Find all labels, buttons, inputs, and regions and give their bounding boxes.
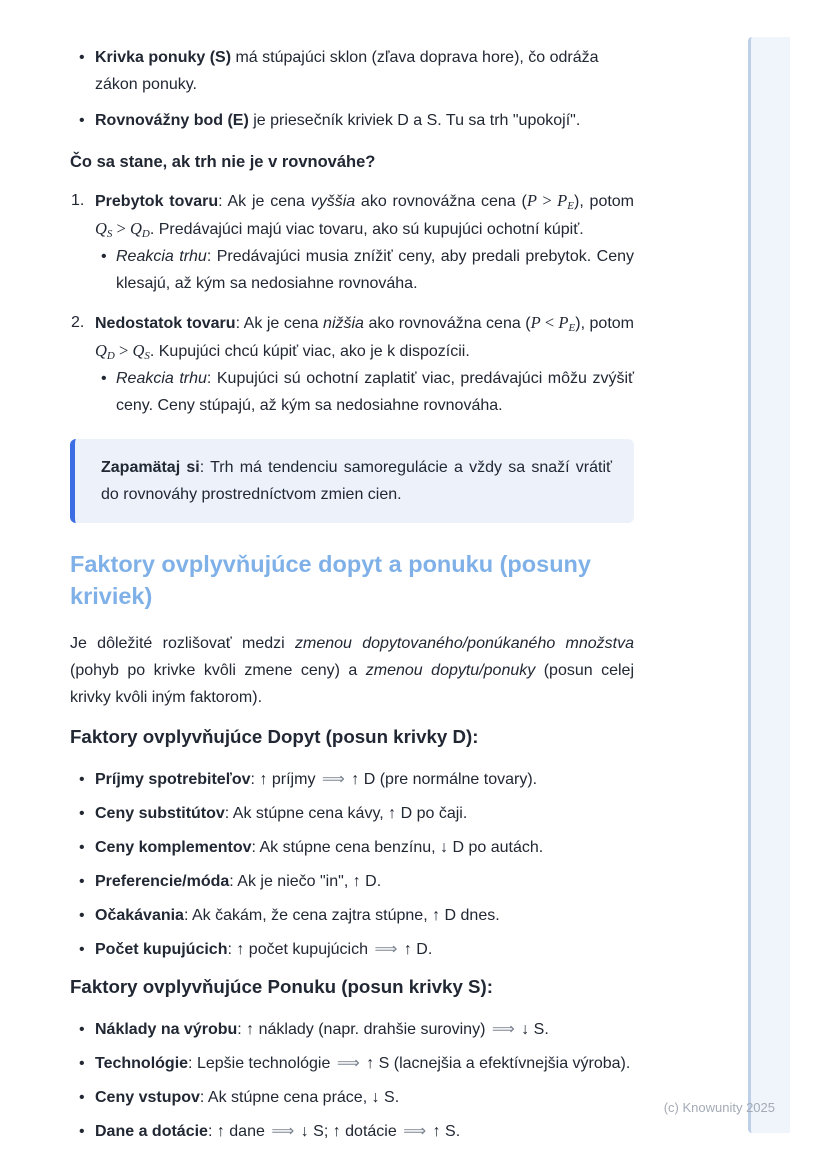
math-symbol: $Q_S$ [132,341,150,362]
italic-segment: nižšia [323,315,364,332]
page-edge-strip [748,37,790,1133]
italic-segment: zmenou dopytovaného/ponúkaného množstva [294,635,634,652]
list-item [70,107,634,134]
supply-factors-list [70,1016,634,1145]
question-heading: Čo sa stane, ak trh nie je v rovnováhe? [70,153,376,171]
callout-bold-term: Zapamätaj si [101,459,200,476]
implies-arrow-icon: ⟹ [336,1055,360,1072]
italic-term: Reakcia trhu [116,370,207,387]
demand-factors-list [70,766,634,963]
factor-text: : Ak stúpne cena benzínu, ↓ D po autách. [251,839,544,856]
list-item [70,936,634,963]
bold-term: Nedostatok tovaru [95,315,236,332]
implies-arrow-icon: ⟹ [321,771,345,788]
math-operator: > [536,191,558,210]
implies-arrow-icon: ⟹ [271,1123,295,1140]
math-symbol: P [530,313,541,332]
factor-text: : ↑ príjmy ⟹ ↑ D (pre normálne tovary). [250,771,538,788]
bold-term: Ceny vstupov [95,1089,200,1106]
sub-bullet-list [95,243,634,297]
bold-term: Ceny substitútov [95,805,225,822]
text-segment: : Predávajúci musia znížiť ceny, aby predali prebytok. Ceny klesajú, až kým sa nedosiahne rovnováha. [116,248,635,292]
text-segment: (pohyb po krivke kvôli zmene ceny) a [70,662,366,679]
list-item [70,1016,634,1043]
list-item [70,902,634,929]
bold-term: Dane a dotácie [95,1123,208,1140]
list-item [70,1118,634,1145]
italic-term: Reakcia trhu [116,248,207,265]
bold-term: Krivka ponuky (S) [95,49,232,66]
lead-paragraph [70,630,634,711]
watermark: (c) Knowunity 2025 [663,1100,775,1115]
math-symbol: P [526,191,537,210]
bold-term: Ceny komplementov [95,839,252,856]
bold-term: Rovnovážny bod (E) [95,112,249,129]
bold-term: Technológie [95,1055,189,1072]
numbered-list [70,187,634,419]
supply-factors-heading: Faktory ovplyvňujúce Ponuku (posun krivky S): [70,976,493,997]
list-item [70,800,634,827]
text-segment: ako rovnovážna cena ( [355,193,527,210]
text-segment: : Ak je cena [218,193,311,210]
term-definition: je priesečník kriviek D a S. Tu sa trh "upokojí". [248,112,581,129]
factor-text: : Ak je niečo "in", ↑ D. [229,873,382,890]
demand-factors-heading: Faktory ovplyvňujúce Dopyt (posun krivky D): [70,726,479,747]
factor-text: : Lepšie technológie ⟹ ↑ S (lacnejšia a efektívnejšia výroba). [188,1055,631,1072]
document-content [70,30,634,1152]
text-segment: : Ak je cena [235,315,324,332]
bold-term: Náklady na výrobu [95,1021,238,1038]
list-item [95,243,634,297]
list-item [70,868,634,895]
bold-term: Preferencie/móda [95,873,230,890]
list-item [70,44,634,98]
implies-arrow-icon: ⟹ [491,1021,515,1038]
text-segment: : Kupujúci sú ochotní zaplatiť viac, predávajúci môžu zvýšiť ceny. Ceny stúpajú, až kým sa nedosiahne rovnováha. [116,370,634,414]
math-symbol: $Q_D$ [129,219,150,240]
factor-text: : Ak čakám, že cena zajtra stúpne, ↑ D dnes. [183,907,500,924]
section-heading: Faktory ovplyvňujúce dopyt a ponuku (posuny kriviek) [70,551,591,609]
factor-text: : ↑ počet kupujúcich ⟹ ↑ D. [227,941,433,958]
math-symbol: $P_E$ [557,191,574,212]
bold-term: Prebytok tovaru [95,193,219,210]
sub-bullet-list [95,365,634,419]
list-item [70,1084,634,1111]
factor-text: : Ak stúpne cena kávy, ↑ D po čaji. [224,805,468,822]
callout-note [70,439,634,523]
math-symbol: $P_E$ [558,313,576,334]
list-item [70,834,634,861]
math-operator: > [112,219,130,238]
list-item [70,1050,634,1077]
list-item [70,309,634,419]
intro-bullet-list [70,44,634,134]
implies-arrow-icon: ⟹ [374,941,398,958]
text-segment: ), potom [573,193,635,210]
factor-text: : ↑ náklady (napr. drahšie suroviny) ⟹ ↓ S. [237,1021,549,1038]
math-symbol: $Q_D$ [95,341,115,362]
italic-segment: zmenou dopytu/ponuky [365,662,536,679]
text-segment: ako rovnovážna cena ( [363,315,531,332]
list-item [70,766,634,793]
math-symbol: $Q_S$ [95,219,113,240]
bold-term: Počet kupujúcich [95,941,228,958]
text-segment: ), potom [575,315,635,332]
text-segment: (posun celej krivky kvôli iným faktorom). [70,662,634,706]
implies-arrow-icon: ⟹ [403,1123,427,1140]
list-item [95,365,634,419]
callout-text: : Trh má tendenciu samoregulácie a vždy sa snaží vrátiť do rovnováhy prostredníctvom zmien cien. [101,459,612,503]
list-item [70,187,634,297]
bold-term: Príjmy spotrebiteľov [95,771,251,788]
math-operator: < [540,313,559,332]
text-segment: . Kupujúci chcú kúpiť viac, ako je k dispozícii. [149,343,470,360]
term-definition: má stúpajúci sklon (zľava doprava hore), čo odráža zákon ponuky. [95,49,599,93]
factor-text: : Ak stúpne cena práce, ↓ S. [199,1089,400,1106]
text-segment: Je dôležité rozlišovať medzi [70,635,295,652]
factor-text: : ↑ dane ⟹ ↓ S; ↑ dotácie ⟹ ↑ S. [207,1123,461,1140]
math-operator: > [114,341,133,360]
bold-term: Očakávania [95,907,184,924]
text-segment: . Predávajúci majú viac tovaru, ako sú kupujúci ochotní kúpiť. [149,221,584,238]
italic-segment: vyššia [310,193,356,210]
